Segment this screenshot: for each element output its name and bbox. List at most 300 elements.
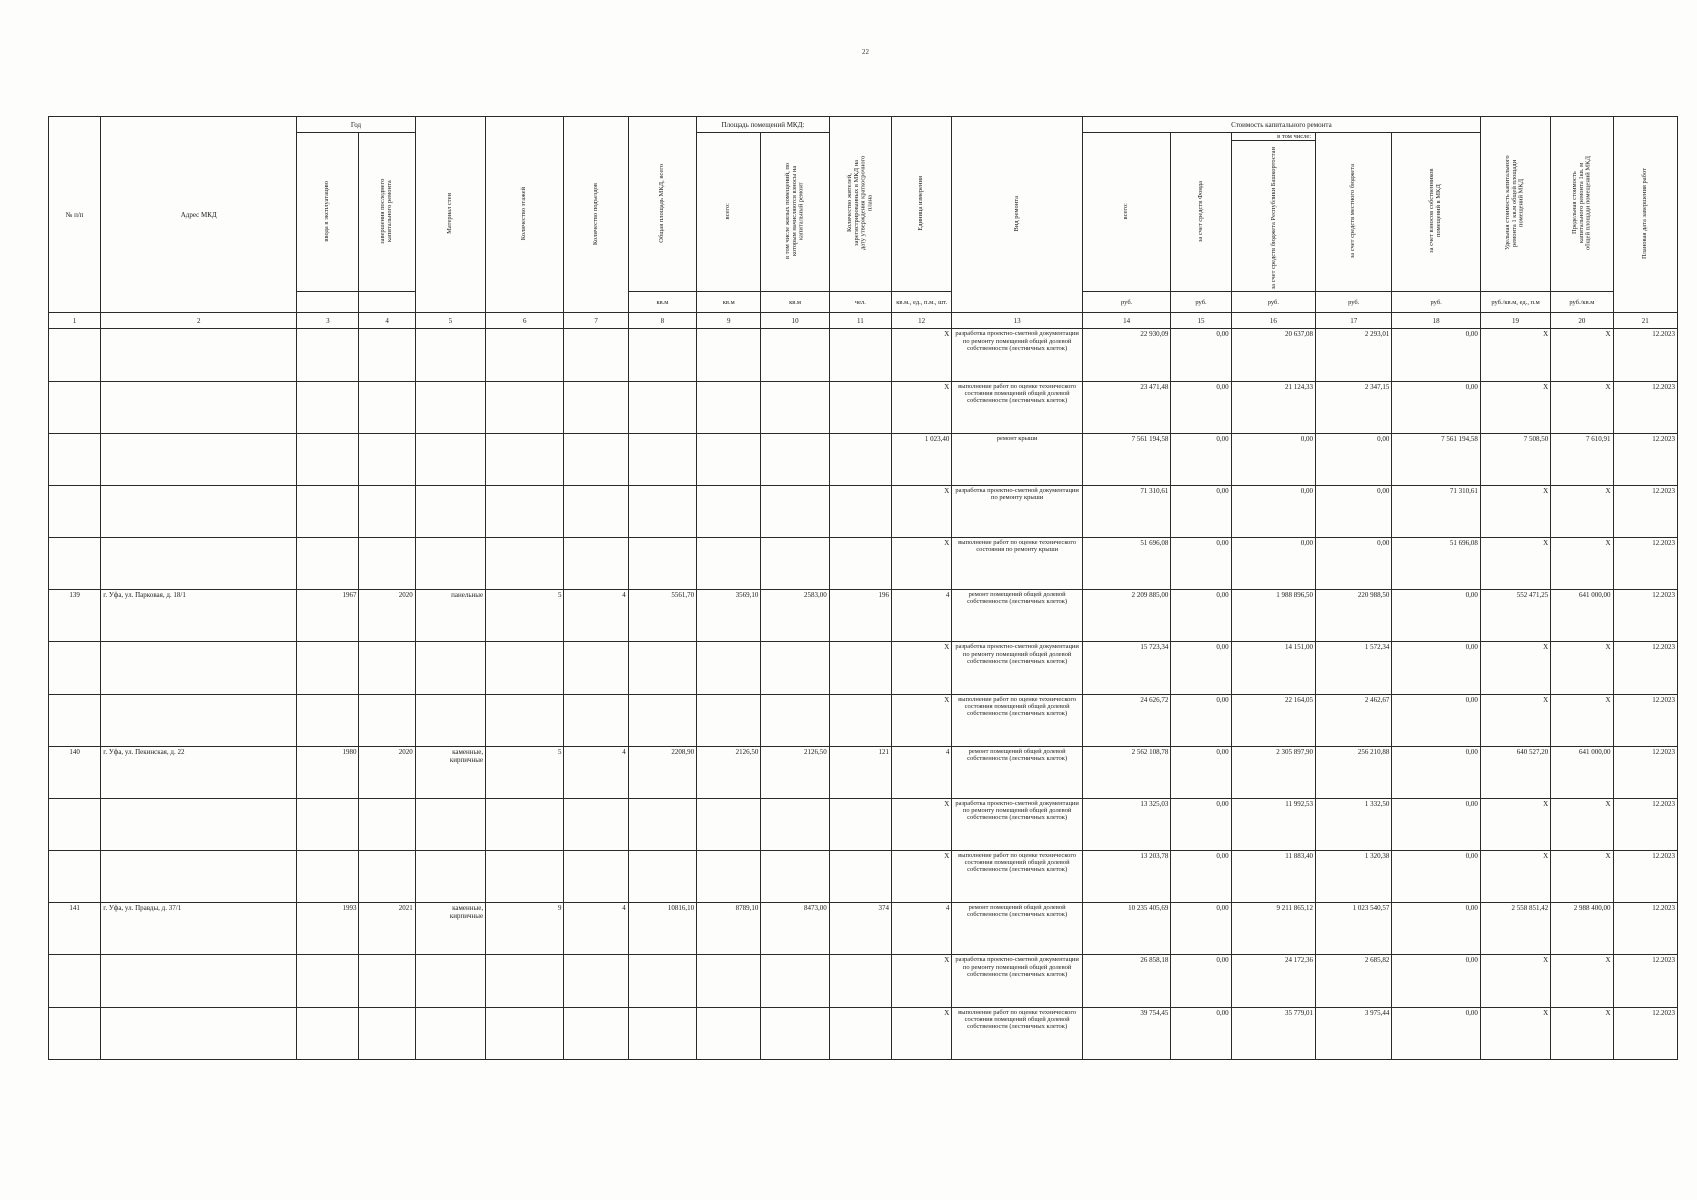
cell-max: X <box>1551 851 1613 903</box>
cell-y1 <box>297 538 359 590</box>
cell-area <box>628 798 696 850</box>
cell-people <box>829 1007 891 1059</box>
cell-rep: 11 992,53 <box>1231 798 1315 850</box>
cell-area <box>628 1007 696 1059</box>
cell-rep: 0,00 <box>1231 433 1315 485</box>
cell-rep: 14 151,00 <box>1231 642 1315 694</box>
unit-label: руб. <box>1392 292 1480 313</box>
cell-y1 <box>297 485 359 537</box>
cell-people <box>829 485 891 537</box>
cell-floors <box>486 694 564 746</box>
cell-unit: 1 023,40 <box>892 433 952 485</box>
cell-area-res: 8473,00 <box>761 903 829 955</box>
page-number: 22 <box>862 48 869 56</box>
column-number: 16 <box>1231 313 1315 329</box>
header-area-total: всего: <box>697 133 761 292</box>
cell-fund: 0,00 <box>1171 851 1231 903</box>
table-row <box>49 381 1678 433</box>
cell-address <box>101 329 297 381</box>
cell-material: каменные, кирпичные <box>415 746 485 798</box>
cell-spec: X <box>1480 329 1550 381</box>
cell-max: X <box>1551 694 1613 746</box>
cell-total: 10 235 405,69 <box>1082 903 1170 955</box>
cell-floors <box>486 381 564 433</box>
header-area-contrib: в том числе жилых помещений, по которым начисляются взносы на капитальный ремонт <box>761 133 829 292</box>
cell-area <box>628 955 696 1007</box>
column-number: 9 <box>697 313 761 329</box>
cell-material <box>415 798 485 850</box>
cell-total: 22 930,09 <box>1082 329 1170 381</box>
cell-area-all <box>697 851 761 903</box>
cell-y2 <box>359 1007 415 1059</box>
cell-fund: 0,00 <box>1171 485 1231 537</box>
cell-type: разработка проектно-сметной документации по ремонту помещений общей долевой собственности (лестничных клеток) <box>952 329 1083 381</box>
cell-area-res <box>761 642 829 694</box>
table-row <box>49 903 1678 955</box>
cell-entr <box>564 485 628 537</box>
cell-fund: 0,00 <box>1171 381 1231 433</box>
cell-unit: X <box>892 381 952 433</box>
cell-date: 12.2023 <box>1613 798 1677 850</box>
cell-max: X <box>1551 485 1613 537</box>
cell-area-all <box>697 433 761 485</box>
cell-unit: X <box>892 538 952 590</box>
column-number: 8 <box>628 313 696 329</box>
cell-type: разработка проектно-сметной документации по ремонту помещений общей долевой собственности (лестничных клеток) <box>952 642 1083 694</box>
table-row <box>49 642 1678 694</box>
cell-num <box>49 381 101 433</box>
cell-entr <box>564 798 628 850</box>
cell-material <box>415 955 485 1007</box>
cell-material <box>415 485 485 537</box>
header-address: Адрес МКД <box>101 117 297 313</box>
cell-type: разработка проектно-сметной документации по ремонту помещений общей долевой собственности (лестничных клеток) <box>952 955 1083 1007</box>
cell-spec: X <box>1480 381 1550 433</box>
cell-spec: 7 508,50 <box>1480 433 1550 485</box>
cell-max: X <box>1551 329 1613 381</box>
cell-own: 0,00 <box>1392 746 1480 798</box>
cell-y1 <box>297 329 359 381</box>
cell-max: X <box>1551 798 1613 850</box>
cell-spec: X <box>1480 955 1550 1007</box>
cell-rep: 21 124,33 <box>1231 381 1315 433</box>
cell-address <box>101 433 297 485</box>
cell-y2 <box>359 851 415 903</box>
cell-entr <box>564 381 628 433</box>
cell-fund: 0,00 <box>1171 798 1231 850</box>
cell-material: панельные <box>415 590 485 642</box>
cell-fund: 0,00 <box>1171 538 1231 590</box>
cell-address <box>101 955 297 1007</box>
cell-type: выполнение работ по оценке технического состояния помещений общей долевой собственности (лестничных клеток) <box>952 381 1083 433</box>
column-number: 2 <box>101 313 297 329</box>
cell-y1 <box>297 694 359 746</box>
cell-entr: 4 <box>564 590 628 642</box>
cell-rep: 2 305 897,90 <box>1231 746 1315 798</box>
cell-fund: 0,00 <box>1171 433 1231 485</box>
cell-area-res <box>761 1007 829 1059</box>
cell-spec: 552 471,25 <box>1480 590 1550 642</box>
cell-address <box>101 694 297 746</box>
cell-own: 0,00 <box>1392 381 1480 433</box>
cell-date: 12.2023 <box>1613 433 1677 485</box>
cell-date: 12.2023 <box>1613 590 1677 642</box>
cell-type: выполнение работ по оценке технического состояния помещений общей долевой собственности (лестничных клеток) <box>952 851 1083 903</box>
cell-address <box>101 381 297 433</box>
unit-label: кв.м., ед., п.м., шт. <box>892 292 952 313</box>
cell-own: 0,00 <box>1392 851 1480 903</box>
cell-people <box>829 538 891 590</box>
cell-material <box>415 694 485 746</box>
cell-date: 12.2023 <box>1613 694 1677 746</box>
cell-date: 12.2023 <box>1613 746 1677 798</box>
cell-unit: 4 <box>892 903 952 955</box>
cell-area-all <box>697 485 761 537</box>
cell-own: 0,00 <box>1392 590 1480 642</box>
column-number: 21 <box>1613 313 1677 329</box>
column-number: 3 <box>297 313 359 329</box>
cell-spec: X <box>1480 1007 1550 1059</box>
cell-num <box>49 329 101 381</box>
cell-area-all <box>697 694 761 746</box>
cell-own: 0,00 <box>1392 642 1480 694</box>
cell-fund: 0,00 <box>1171 642 1231 694</box>
cell-unit: X <box>892 694 952 746</box>
column-number: 17 <box>1316 313 1392 329</box>
table-row <box>49 1007 1678 1059</box>
cell-y2: 2020 <box>359 590 415 642</box>
cell-total: 2 562 108,78 <box>1082 746 1170 798</box>
cell-spec: X <box>1480 538 1550 590</box>
table-row <box>49 590 1678 642</box>
cell-floors <box>486 851 564 903</box>
cell-entr <box>564 1007 628 1059</box>
table-row <box>49 955 1678 1007</box>
cell-floors: 5 <box>486 590 564 642</box>
cell-local: 1 023 540,57 <box>1316 903 1392 955</box>
cell-area <box>628 851 696 903</box>
cell-people <box>829 433 891 485</box>
cell-y2 <box>359 329 415 381</box>
cell-spec: X <box>1480 694 1550 746</box>
cell-people <box>829 694 891 746</box>
cell-area-all <box>697 538 761 590</box>
cell-local: 1 332,50 <box>1316 798 1392 850</box>
cell-area-all <box>697 798 761 850</box>
cell-local: 3 975,44 <box>1316 1007 1392 1059</box>
cell-area-res <box>761 851 829 903</box>
cell-spec: X <box>1480 798 1550 850</box>
cell-address: г. Уфа, ул. Правды, д. 37/1 <box>101 903 297 955</box>
cell-spec: 2 558 851,42 <box>1480 903 1550 955</box>
header-cost-local: за счет средств местного бюджета <box>1316 133 1392 292</box>
cell-type: ремонт помещений общей долевой собственности (лестничных клеток) <box>952 746 1083 798</box>
cell-unit: X <box>892 485 952 537</box>
column-number: 5 <box>415 313 485 329</box>
cell-num: 140 <box>49 746 101 798</box>
cell-area <box>628 381 696 433</box>
cell-material <box>415 642 485 694</box>
cell-area-all: 3569,10 <box>697 590 761 642</box>
cell-type: ремонт помещений общей долевой собственности (лестничных клеток) <box>952 903 1083 955</box>
cell-address <box>101 851 297 903</box>
cell-entr: 4 <box>564 746 628 798</box>
cell-spec: 640 527,20 <box>1480 746 1550 798</box>
cell-num <box>49 642 101 694</box>
column-number: 15 <box>1171 313 1231 329</box>
cell-area-res <box>761 433 829 485</box>
cell-floors <box>486 329 564 381</box>
cell-people <box>829 955 891 1007</box>
cell-fund: 0,00 <box>1171 1007 1231 1059</box>
table-row <box>49 851 1678 903</box>
cell-type: ремонт крыши <box>952 433 1083 485</box>
column-number: 6 <box>486 313 564 329</box>
cell-local: 0,00 <box>1316 485 1392 537</box>
cell-area <box>628 485 696 537</box>
cell-num: 139 <box>49 590 101 642</box>
cell-own: 0,00 <box>1392 903 1480 955</box>
cell-date: 12.2023 <box>1613 903 1677 955</box>
cell-local: 256 210,88 <box>1316 746 1392 798</box>
cell-area <box>628 329 696 381</box>
cell-own: 0,00 <box>1392 1007 1480 1059</box>
header-area-group: Площадь помещений МКД: <box>697 117 830 133</box>
cell-fund: 0,00 <box>1171 903 1231 955</box>
cell-type: разработка проектно-сметной документации по ремонту помещений общей долевой собственности (лестничных клеток) <box>952 798 1083 850</box>
cell-area-res <box>761 329 829 381</box>
cell-y2 <box>359 485 415 537</box>
cell-max: X <box>1551 1007 1613 1059</box>
cell-people <box>829 798 891 850</box>
cell-y2: 2020 <box>359 746 415 798</box>
cell-type: разработка проектно-сметной документации по ремонту крыши <box>952 485 1083 537</box>
cell-fund: 0,00 <box>1171 694 1231 746</box>
header-unit: Единица измерения <box>892 117 952 292</box>
unit-label <box>359 292 415 313</box>
cell-own: 71 310,61 <box>1392 485 1480 537</box>
cell-area-all <box>697 329 761 381</box>
cell-own: 0,00 <box>1392 955 1480 1007</box>
header-cost-republic: в том числе: за счет средств бюджета Республики Башкортостан <box>1231 133 1315 292</box>
cell-unit: X <box>892 955 952 1007</box>
cell-entr <box>564 955 628 1007</box>
table-row <box>49 746 1678 798</box>
cell-entr <box>564 642 628 694</box>
cell-floors: 9 <box>486 903 564 955</box>
cell-material <box>415 1007 485 1059</box>
cell-local: 2 685,82 <box>1316 955 1392 1007</box>
unit-label <box>297 292 359 313</box>
cell-area: 10816,10 <box>628 903 696 955</box>
column-number: 11 <box>829 313 891 329</box>
header-cost-total: всего: <box>1082 133 1170 292</box>
cell-type: выполнение работ по оценке технического состояния помещений общей долевой собственности (лестничных клеток) <box>952 1007 1083 1059</box>
cell-y1: 1967 <box>297 590 359 642</box>
cell-type: выполнение работ по оценке технического состояния по ремонту крыши <box>952 538 1083 590</box>
cell-area-res <box>761 694 829 746</box>
cell-local: 2 347,15 <box>1316 381 1392 433</box>
header-floors: Количество этажей <box>486 117 564 313</box>
cell-y1 <box>297 433 359 485</box>
cell-y1 <box>297 798 359 850</box>
cell-max: 2 988 400,00 <box>1551 903 1613 955</box>
cell-own: 7 561 194,58 <box>1392 433 1480 485</box>
cell-people <box>829 642 891 694</box>
cell-area-all <box>697 1007 761 1059</box>
cell-y1: 1980 <box>297 746 359 798</box>
cell-date: 12.2023 <box>1613 538 1677 590</box>
cell-area-res <box>761 381 829 433</box>
cell-fund: 0,00 <box>1171 329 1231 381</box>
cell-local: 2 293,01 <box>1316 329 1392 381</box>
cell-total: 13 325,03 <box>1082 798 1170 850</box>
cell-unit: X <box>892 1007 952 1059</box>
cell-material <box>415 433 485 485</box>
cell-num <box>49 538 101 590</box>
cell-entr <box>564 851 628 903</box>
cell-own: 0,00 <box>1392 798 1480 850</box>
cell-max: 641 000,00 <box>1551 590 1613 642</box>
cell-total: 39 754,45 <box>1082 1007 1170 1059</box>
cell-max: 7 610,91 <box>1551 433 1613 485</box>
table-row <box>49 694 1678 746</box>
unit-label: руб. <box>1082 292 1170 313</box>
cell-entr <box>564 694 628 746</box>
cell-address <box>101 798 297 850</box>
cell-y2: 2021 <box>359 903 415 955</box>
header-year-commission: ввода в эксплуатацию <box>297 133 359 292</box>
cell-fund: 0,00 <box>1171 746 1231 798</box>
header-year-group: Год <box>297 117 416 133</box>
cell-unit: X <box>892 642 952 694</box>
cell-floors: 5 <box>486 746 564 798</box>
header-repair-type: Вид ремонта <box>952 117 1083 313</box>
cell-material: каменные, кирпичные <box>415 903 485 955</box>
column-number: 4 <box>359 313 415 329</box>
cell-entr <box>564 538 628 590</box>
cell-material <box>415 851 485 903</box>
cell-max: X <box>1551 642 1613 694</box>
header-wall-material: Материал стен <box>415 117 485 313</box>
cell-total: 7 561 194,58 <box>1082 433 1170 485</box>
cell-local: 2 462,67 <box>1316 694 1392 746</box>
cell-entr <box>564 433 628 485</box>
table-row <box>49 433 1678 485</box>
header-cost-group: Стоимость капитального ремонта <box>1082 117 1480 133</box>
cell-y2 <box>359 381 415 433</box>
cell-own: 0,00 <box>1392 329 1480 381</box>
cell-y2 <box>359 433 415 485</box>
column-number: 19 <box>1480 313 1550 329</box>
cell-num <box>49 485 101 537</box>
cell-fund: 0,00 <box>1171 590 1231 642</box>
cell-local: 1 320,38 <box>1316 851 1392 903</box>
cell-area-all <box>697 642 761 694</box>
cell-address <box>101 1007 297 1059</box>
cell-rep: 24 172,36 <box>1231 955 1315 1007</box>
cell-rep: 0,00 <box>1231 485 1315 537</box>
table-row <box>49 329 1678 381</box>
header-cost-owners: за счет взносов собственников помещений в МКД <box>1392 133 1480 292</box>
header-total-area: Общая площадь МКД, всего <box>628 117 696 292</box>
cell-floors <box>486 955 564 1007</box>
column-number: 7 <box>564 313 628 329</box>
cell-date: 12.2023 <box>1613 955 1677 1007</box>
header-including: в том числе: <box>1232 133 1315 141</box>
cell-area-res: 2126,50 <box>761 746 829 798</box>
cell-people: 374 <box>829 903 891 955</box>
column-number: 18 <box>1392 313 1480 329</box>
cell-y1 <box>297 642 359 694</box>
unit-label: руб./кв.м, ед., п.м <box>1480 292 1550 313</box>
cell-y1 <box>297 381 359 433</box>
cell-area: 5561,70 <box>628 590 696 642</box>
cell-address: г. Уфа, ул. Пекинская, д. 22 <box>101 746 297 798</box>
cell-max: X <box>1551 955 1613 1007</box>
cell-local: 0,00 <box>1316 433 1392 485</box>
unit-label: кв.м <box>761 292 829 313</box>
cell-num <box>49 851 101 903</box>
header-cost-fund: за счет средств Фонда <box>1171 133 1231 292</box>
cell-unit: X <box>892 851 952 903</box>
cell-area-res <box>761 538 829 590</box>
cell-address <box>101 485 297 537</box>
cell-max: X <box>1551 381 1613 433</box>
cell-y2 <box>359 694 415 746</box>
cell-date: 12.2023 <box>1613 485 1677 537</box>
cell-area <box>628 642 696 694</box>
header-residents: Количество жителей, зарегистрированных в МКД на дату утверждения краткосрочного плана <box>829 117 891 292</box>
cell-total: 26 858,18 <box>1082 955 1170 1007</box>
cell-unit: X <box>892 329 952 381</box>
cell-y2 <box>359 642 415 694</box>
cell-rep: 35 779,01 <box>1231 1007 1315 1059</box>
column-number: 10 <box>761 313 829 329</box>
header-max-cost: Предельная стоимость капитального ремонта 1кв. м общей площади помещений МКД <box>1551 117 1613 292</box>
header-planned-date: Плановая дата завершения работ <box>1613 117 1677 313</box>
unit-label: кв.м <box>628 292 696 313</box>
cell-material <box>415 329 485 381</box>
unit-label: руб. <box>1231 292 1315 313</box>
cell-max: 641 000,00 <box>1551 746 1613 798</box>
cell-people: 196 <box>829 590 891 642</box>
cell-date: 12.2023 <box>1613 851 1677 903</box>
cell-y1 <box>297 955 359 1007</box>
cell-people <box>829 329 891 381</box>
cell-area-all <box>697 381 761 433</box>
cell-total: 2 209 885,00 <box>1082 590 1170 642</box>
cell-people <box>829 851 891 903</box>
cell-y2 <box>359 538 415 590</box>
cell-local: 0,00 <box>1316 538 1392 590</box>
cell-max: X <box>1551 538 1613 590</box>
cell-spec: X <box>1480 851 1550 903</box>
cell-entr <box>564 329 628 381</box>
cell-num <box>49 694 101 746</box>
cell-num <box>49 433 101 485</box>
cell-y2 <box>359 955 415 1007</box>
cell-local: 220 988,50 <box>1316 590 1392 642</box>
column-number: 20 <box>1551 313 1613 329</box>
cell-spec: X <box>1480 485 1550 537</box>
cell-y1: 1993 <box>297 903 359 955</box>
cell-rep: 20 637,08 <box>1231 329 1315 381</box>
cell-floors <box>486 538 564 590</box>
cell-address <box>101 642 297 694</box>
cell-floors <box>486 433 564 485</box>
unit-label: руб. <box>1316 292 1392 313</box>
